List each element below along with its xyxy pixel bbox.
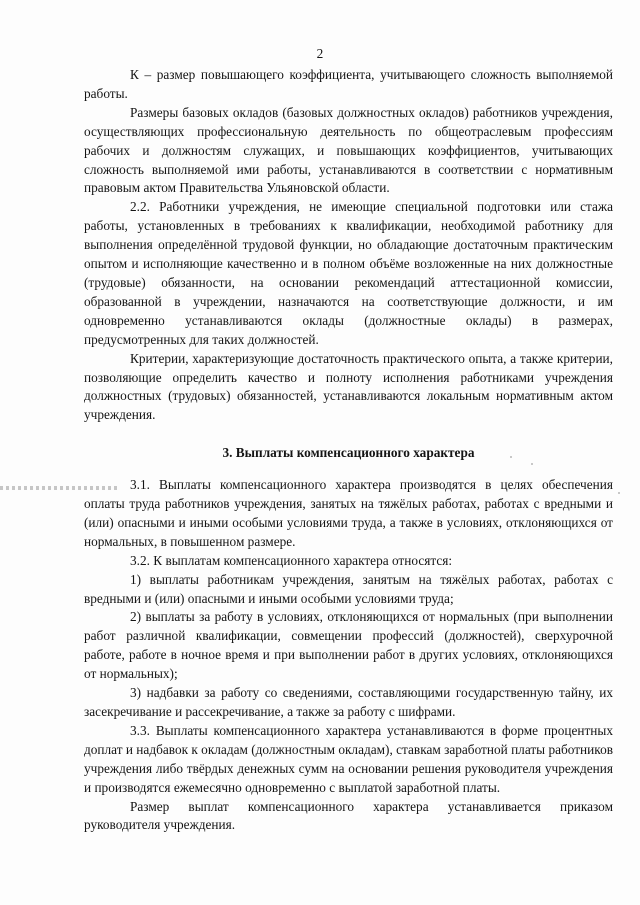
paragraph: 1) выплаты работникам учреждения, занятым на тяжёлых работах, работах с вредными и (или) опасными и иными особыми условиями труда;: [84, 571, 613, 606]
paragraph: 3.3. Выплаты компенсационного характера устанавливаются в форме процентных доплат и надбавок к окладам (должностным окладам), ставкам заработной платы работников учреждения либо твёрдых денежных сумм на основании решения руководителя учреждения и производятся ежемесячно одновременно с выплатой заработной платы.: [84, 722, 613, 795]
document-body: [84, 66, 613, 835]
scan-speck: [618, 492, 620, 494]
scan-speck: [531, 463, 533, 465]
paragraph: 3.2. К выплатам компенсационного характера относятся:: [130, 552, 453, 568]
paragraph: Размеры базовых окладов (базовых должностных окладов) работников учреждения, осуществляющих профессиональную деятельность по общеотраслевым профессиям рабочих и должностям служащих, и повышающих коэффициентов, учитывающих сложность выполняемой ими работы, устанавливаются в соответствии с нормативным правовым актом Правительства Ульяновской области.: [84, 104, 613, 196]
paragraph: 3.1. Выплаты компенсационного характера производятся в целях обеспечения оплаты труда работников учреждения, занятых на тяжёлых работах, работах с вредными и (или) опасными и иными особыми условиями труда, а также в условиях, отклоняющихся от нормальных, в повышенном размере.: [84, 477, 613, 549]
section-heading: 3. Выплаты компенсационного характера: [222, 445, 475, 461]
paragraph: Критерии, характеризующие достаточность практического опыта, а также критерии, позволяющие определить качество и полноту исполнения работниками учреждения должностных (трудовых) обязанностей, устанавливаются локальным нормативным актом учреждения.: [84, 350, 613, 423]
paragraph: Размер выплат компенсационного характера устанавливается приказом руководителя учреждения.: [84, 798, 613, 833]
paragraph: 3) надбавки за работу со сведениями, составляющими государственную тайну, их засекречивание и рассекречивание, а также за работу с шифрами.: [84, 685, 613, 719]
paragraph: 2.2. Работники учреждения, не имеющие специальной подготовки или стажа работы, установленных в требованиях к квалификации, необходимой работнику для выполнения определённой трудовой функции, но обладающие достаточным практическим опытом и исполняющие качественно и в полном объёме возложенные на них должностные (трудовые) обязанности, на основании рекомендаций аттестационной комиссии, образованной в учреждении, назначаются на соответствующие должности, и им одновременно устанавливаются оклады (должностные оклады) в размерах, предусмотренных для таких должностей.: [84, 199, 613, 347]
page-number: 2: [316, 46, 324, 61]
paragraph: К – размер повышающего коэффициента, учитывающего сложность выполняемой работы.: [84, 67, 613, 101]
scan-artifact: [0, 486, 120, 490]
scan-speck: [510, 456, 512, 458]
paragraph: 2) выплаты за работу в условиях, отклоняющихся от нормальных (при выполнении работ различной квалификации, совмещении профессий (должностей), сверхурочной работе, работе в ночное время и при выполнении работ в других условиях, отклоняющихся от нормальных);: [84, 609, 613, 682]
